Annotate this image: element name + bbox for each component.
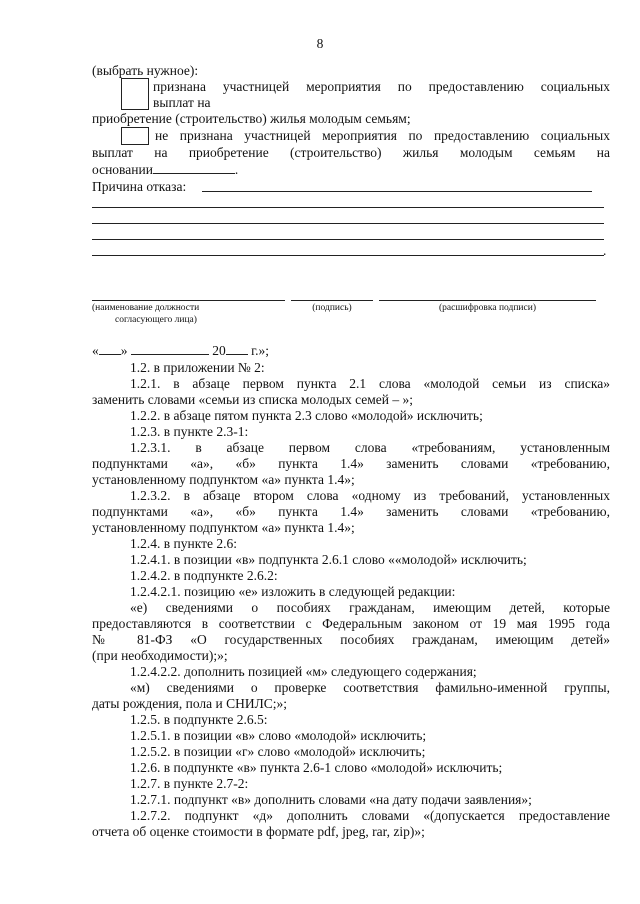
para-1-2-7-1: 1.2.7.1. подпункт «в» дополнить словами «на дату подачи заявления»; — [130, 792, 532, 807]
para-1-2-5-2: 1.2.5.2. в позиции «г» слово «молодой» исключить; — [130, 744, 426, 759]
para-1-2-4-2-1: 1.2.4.2.1. позицию «е» изложить в следующей редакции: — [130, 584, 456, 599]
para-1-2-3-1-line3: установленному подпунктом «а» пункта 1.4»; — [92, 472, 355, 487]
para-1-2-3-2-line1: 1.2.3.2. в абзаце втором слова «одному из требований, установленных — [130, 488, 610, 503]
quote-e-line4: (при необходимости);»; — [92, 648, 228, 663]
para-1-2-3-2-line2: подпунктами «а», «б» пункта 1.4» заменить словами «требованию, — [92, 504, 610, 519]
position-caption-line2: согласующего лица) — [115, 315, 197, 325]
para-1-2-4-2: 1.2.4.2. в подпункте 2.6.2: — [130, 568, 278, 583]
para-1-2-5-1: 1.2.5.1. в позиции «в» слово «молодой» исключить; — [130, 728, 427, 743]
checkbox-not-recognized[interactable] — [121, 127, 149, 145]
para-1-2-1-line2: заменить словами «семьи из списка молодых семей – »; — [92, 392, 414, 407]
choose-note: (выбрать нужное): — [92, 63, 199, 78]
para-1-2-5: 1.2.5. в подпункте 2.6.5: — [130, 712, 268, 727]
date-line: « » 20 г.»; — [92, 343, 270, 358]
para-1-2: 1.2. в приложении № 2: — [130, 360, 265, 375]
para-1-2-3-2-line3: установленному подпунктом «а» пункта 1.4»; — [92, 520, 355, 535]
refusal-end-period: . — [603, 243, 607, 258]
signature-caption: (подпись) — [312, 303, 352, 313]
date-day-field[interactable] — [99, 342, 121, 355]
quote-e-line1: «е) сведениями о пособиях гражданам, имеющим детей, которые — [130, 600, 610, 615]
quote-e-line2: предоставляются в соответствии с Федеральным законом от 19 мая 1995 года — [92, 616, 610, 631]
para-1-2-3-1-line2: подпунктами «а», «б» пункта 1.4» заменить словами «требованию, — [92, 456, 610, 471]
quote-m-line2: даты рождения, пола и СНИЛС;»; — [92, 696, 288, 711]
option-not-recognized-line1: не признана участницей мероприятия по предоставлению социальных — [155, 128, 610, 143]
para-1-2-7-2-line2: отчета об оценке стоимости в формате pdf, jpeg, rar, zip)»; — [92, 824, 425, 839]
page-number: 8 — [316, 36, 324, 51]
para-1-2-4: 1.2.4. в пункте 2.6: — [130, 536, 237, 551]
date-month-field[interactable] — [131, 342, 209, 355]
option-recognized-line3: приобретение (строительство) жилья молодым семьям; — [92, 111, 411, 126]
para-1-2-3: 1.2.3. в пункте 2.3-1: — [130, 424, 249, 439]
date-year-field[interactable] — [226, 342, 248, 355]
basis-label: основании — [92, 162, 153, 177]
para-1-2-7: 1.2.7. в пункте 2.7-2: — [130, 776, 249, 791]
quote-e-line3: № 81-ФЗ «О государственных пособиях гражданам, имеющим детей» — [92, 632, 610, 647]
basis-field[interactable] — [153, 161, 235, 174]
para-1-2-4-2-2: 1.2.4.2.2. дополнить позицией «м» следующего содержания; — [130, 664, 477, 679]
decode-line[interactable] — [379, 300, 596, 301]
signature-line[interactable] — [291, 300, 373, 301]
refusal-reason-line-1[interactable] — [202, 191, 592, 192]
para-1-2-7-2-line1: 1.2.7.2. подпункт «д» дополнить словами «(допускается предоставление — [130, 808, 610, 823]
para-1-2-6: 1.2.6. в подпункте «в» пункта 2.6-1 слово «молодой» исключить; — [130, 760, 503, 775]
refusal-reason-line-3[interactable] — [92, 223, 604, 224]
para-1-2-1-line1: 1.2.1. в абзаце первом пункта 2.1 слова «молодой семьи из списка» — [130, 376, 610, 391]
decode-caption: (расшифровка подписи) — [439, 303, 536, 313]
position-line[interactable] — [92, 300, 285, 301]
refusal-reason-line-4[interactable] — [92, 239, 604, 240]
para-1-2-4-1: 1.2.4.1. в позиции «в» подпункта 2.6.1 слово ««молодой» исключить; — [130, 552, 527, 567]
para-1-2-2: 1.2.2. в абзаце пятом пункта 2.3 слово «молодой» исключить; — [130, 408, 483, 423]
refusal-reason-label: Причина отказа: — [92, 179, 187, 194]
para-1-2-3-1-line1: 1.2.3.1. в абзаце первом слова «требованиям, установленным — [130, 440, 610, 455]
refusal-reason-line-5[interactable] — [92, 255, 604, 256]
position-caption-line1: (наименование должности — [92, 303, 200, 313]
refusal-reason-line-2[interactable] — [92, 207, 604, 208]
checkbox-recognized[interactable] — [121, 78, 149, 110]
option-recognized-line1: признана участницей мероприятия по предоставлению социальных — [153, 79, 610, 94]
quote-m-line1: «м) сведениями о проверке соответствия фамильно-именной группы, — [130, 680, 610, 695]
option-not-recognized-line2: выплат на приобретение (строительство) жилья молодым семьям на — [92, 145, 610, 160]
option-recognized-line2: выплат на — [153, 95, 211, 110]
option-not-recognized-line3: основании . — [92, 162, 239, 177]
